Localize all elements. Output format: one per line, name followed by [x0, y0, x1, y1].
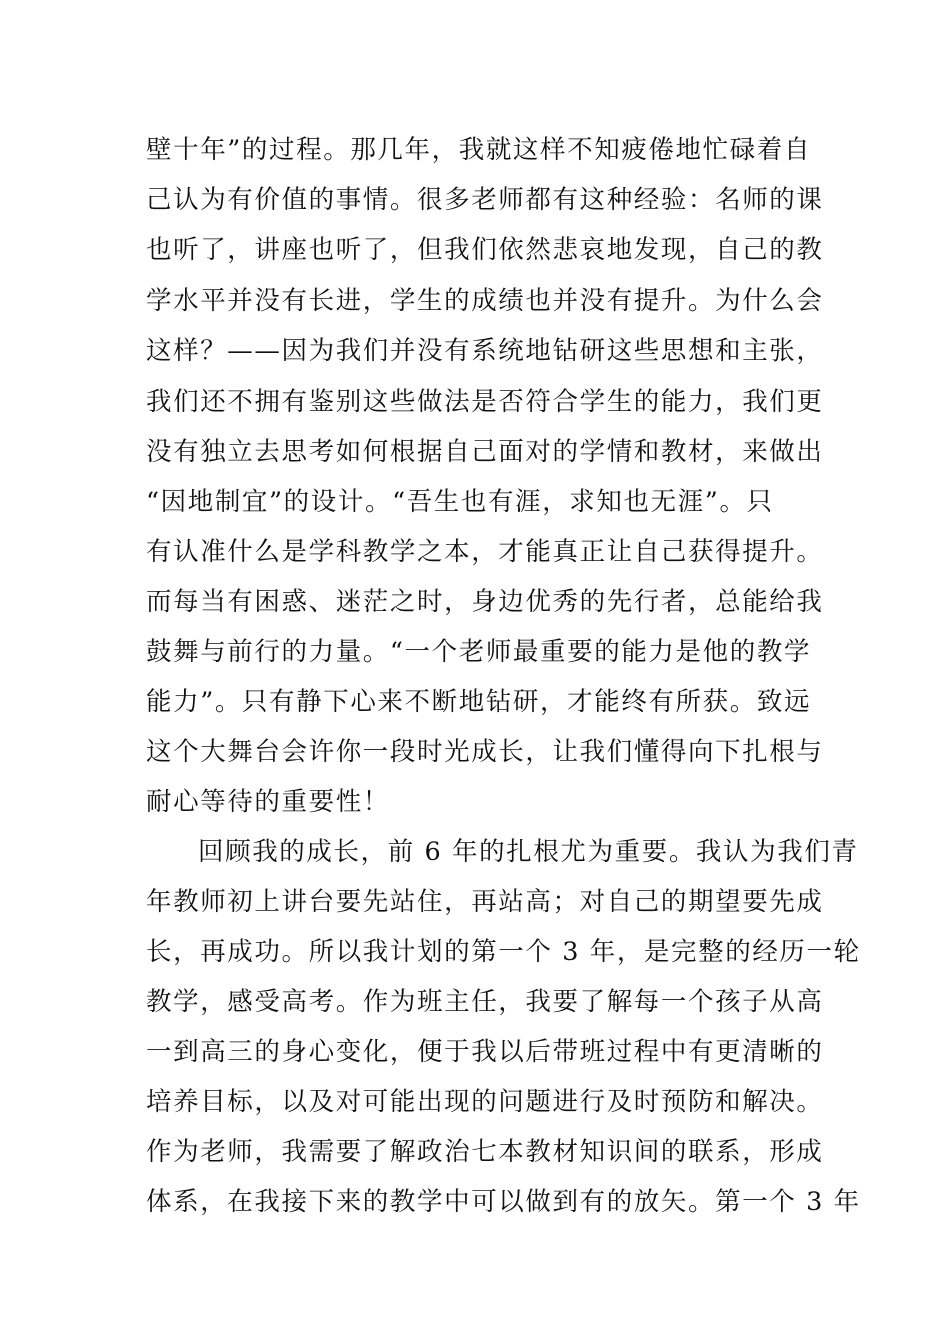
paragraph-line: 作为老师，我需要了解政治七本教材知识间的联系，形成 [146, 1137, 824, 1167]
paragraph-line: 教学，感受高考。作为班主任，我要了解每一个孩子从高 [146, 987, 824, 1017]
paragraph-line: 这样？——因为我们并没有系统地钻研这些思想和主张， [146, 336, 824, 366]
paragraph-line: 这个大舞台会许你一段时光成长，让我们懂得向下扎根与 [146, 737, 824, 767]
paragraph-line: 我们还不拥有鉴别这些做法是否符合学生的能力，我们更 [146, 387, 824, 417]
paragraph-line: 而每当有困惑、迷茫之时，身边优秀的先行者，总能给我 [146, 587, 824, 617]
paragraph-line: 一到高三的身心变化，便于我以后带班过程中有更清晰的 [146, 1037, 824, 1067]
paragraph-line: “因地制宜”的设计。“吾生也有涯，求知也无涯”。只 [146, 487, 774, 517]
paragraph-line: 年教师初上讲台要先站住，再站高；对自己的期望要先成 [146, 887, 824, 917]
paragraph-line: 培养目标，以及对可能出现的问题进行及时预防和解决。 [146, 1087, 824, 1117]
paragraph-line: 学水平并没有长进，学生的成绩也并没有提升。为什么会 [146, 286, 824, 316]
paragraph-line: 长，再成功。所以我计划的第一个 3 年，是完整的经历一轮 [146, 937, 861, 967]
paragraph-line: 有认准什么是学科教学之本，才能真正让自己获得提升。 [146, 537, 824, 567]
paragraph-line: 鼓舞与前行的力量。“一个老师最重要的能力是他的教学 [146, 637, 812, 667]
paragraph-line: 没有独立去思考如何根据自己面对的学情和教材，来做出 [146, 437, 824, 467]
paragraph-line: 能力”。只有静下心来不断地钻研，才能终有所获。致远 [146, 687, 812, 717]
paragraph-line: 己认为有价值的事情。很多老师都有这种经验：名师的课 [146, 185, 824, 215]
paragraph-first-line: 回顾我的成长，前 6 年的扎根尤为重要。我认为我们青 [198, 837, 859, 867]
paragraph-line: 耐心等待的重要性！ [146, 787, 390, 817]
paragraph-line: 壁十年”的过程。那几年，我就这样不知疲倦地忙碌着自 [146, 135, 812, 165]
paragraph-line: 也听了，讲座也听了，但我们依然悲哀地发现，自己的教 [146, 235, 824, 265]
paragraph-line: 体系，在我接下来的教学中可以做到有的放矢。第一个 3 年 [146, 1187, 861, 1217]
